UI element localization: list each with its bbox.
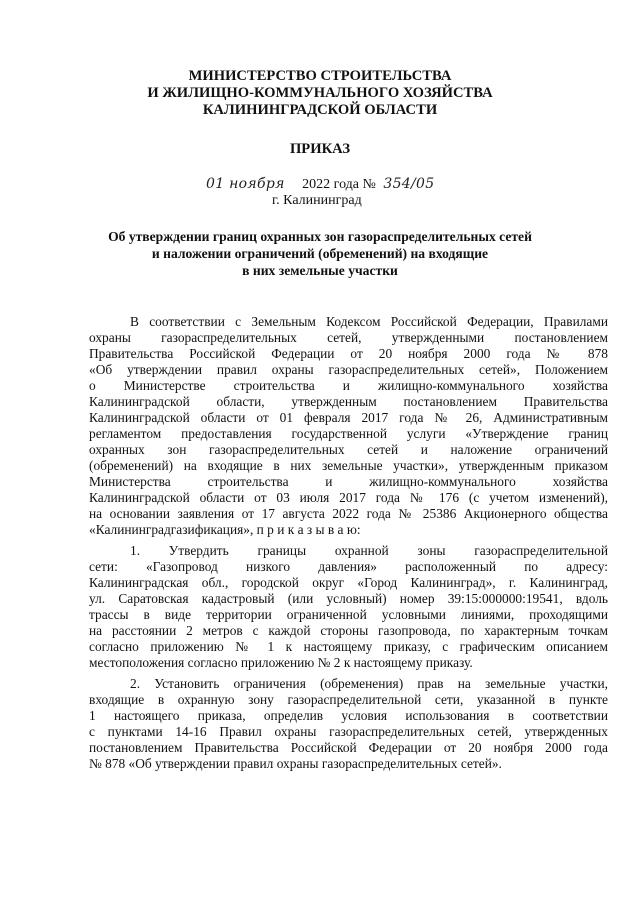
body-line: Калининградской области, утвержденным постановлением Правительства [89,394,608,409]
order-year-number-label: 2022 года № [302,177,376,192]
order-date-line [206,176,434,193]
order-city: г. Калининград [272,193,362,208]
body-line: охраны газораспределительных сетей, утвержденными постановлением [89,330,608,345]
item-1-line: трассы в виде территории ограниченной условными линиями, проходящими [89,607,608,622]
item-2-line: № 878 «Об утверждении правил охраны газораспределительных сетей». [89,756,502,771]
item-2-line: входящие в охранную зону газораспределительной сети, указанной в пункте [89,692,608,707]
item-2-line: 1 настоящего приказа, определив условия использования в соответствии [89,708,608,723]
item-1-line: 1. Утвердить границы охранной зоны газораспределительной [130,543,608,558]
item-2-line: с пунктами 14-16 Правил охраны газораспределительных сетей, утвержденных [89,724,608,739]
body-line: Правительства Российской Федерации от 20 ноября 2000 года № 878 [89,346,608,361]
ministry-name-line-1: МИНИСТЕРСТВО СТРОИТЕЛЬСТВА [188,68,452,84]
ministry-name-line-3: КАЛИНИНГРАДСКОЙ ОБЛАСТИ [202,102,438,118]
item-1-line: местоположения согласно приложению № 2 к настоящему приказу. [89,655,473,670]
item-1-line: на расстоянии 2 метров с каждой стороны газопровода, по характерным точкам [89,623,608,638]
body-line: «Об утверждении правил охраны газораспределительных сетей», Положением [89,362,608,377]
order-title: ПРИКАЗ [289,141,351,157]
body-line: Министерства строительства и жилищно-коммунального хозяйства [89,474,608,489]
item-2-line: 2. Установить ограничения (обременения) прав на земельные участки, [130,676,608,691]
subject-line-2: и наложении ограничений (обременений) на входящие [151,246,489,261]
body-line: Калининградской области от 03 июля 2017 года № 176 (с учетом изменений), [89,490,608,505]
body-line: В соответствии с Земельным Кодексом Российской Федерации, Правилами [130,314,608,329]
body-line: Калининградской области от 01 февраля 2017 года № 26, Административным [89,410,608,425]
handwritten-date: 01 ноября [206,176,285,192]
body-line: (обременений) на входящие в них земельные участки», утвержденным приказом [89,458,608,473]
handwritten-order-number: 354/05 [383,176,435,192]
body-line: о Министерстве строительства и жилищно-коммунального хозяйства [89,378,608,393]
subject-line-3: в них земельные участки [242,263,398,278]
body-line: регламентом предоставления государственной услуги «Утверждение границ [89,426,608,441]
body-line: охранных зон газораспределительных сетей и наложение ограничений [89,442,608,457]
item-1-line: согласно приложению № 1 к настоящему приказу, с графическим описанием [89,639,608,654]
item-2-line: постановлением Правительства Российской Федерации от 20 ноября 2000 года [89,740,608,755]
subject-line-1: Об утверждении границ охранных зон газораспределительных сетей [108,229,532,244]
body-line: на основании заявления от 17 августа 2022 года № 25386 Акционерного общества [89,506,608,521]
item-1-line: сети: «Газопровод низкого давления» расположенный по адресу: [89,559,608,574]
item-1-line: Калининградская обл., городской округ «Город Калининград», г. Калининград, [89,575,608,590]
body-line: «Калининградгазификация», п р и к а з ы в а ю: [89,522,361,537]
ministry-name-line-2: И ЖИЛИЩНО-КОММУНАЛЬНОГО ХОЗЯЙСТВА [147,85,493,101]
item-1-line: ул. Саратовская кадастровый (или условный) номер 39:15:000000:19541, вдоль [89,591,608,606]
